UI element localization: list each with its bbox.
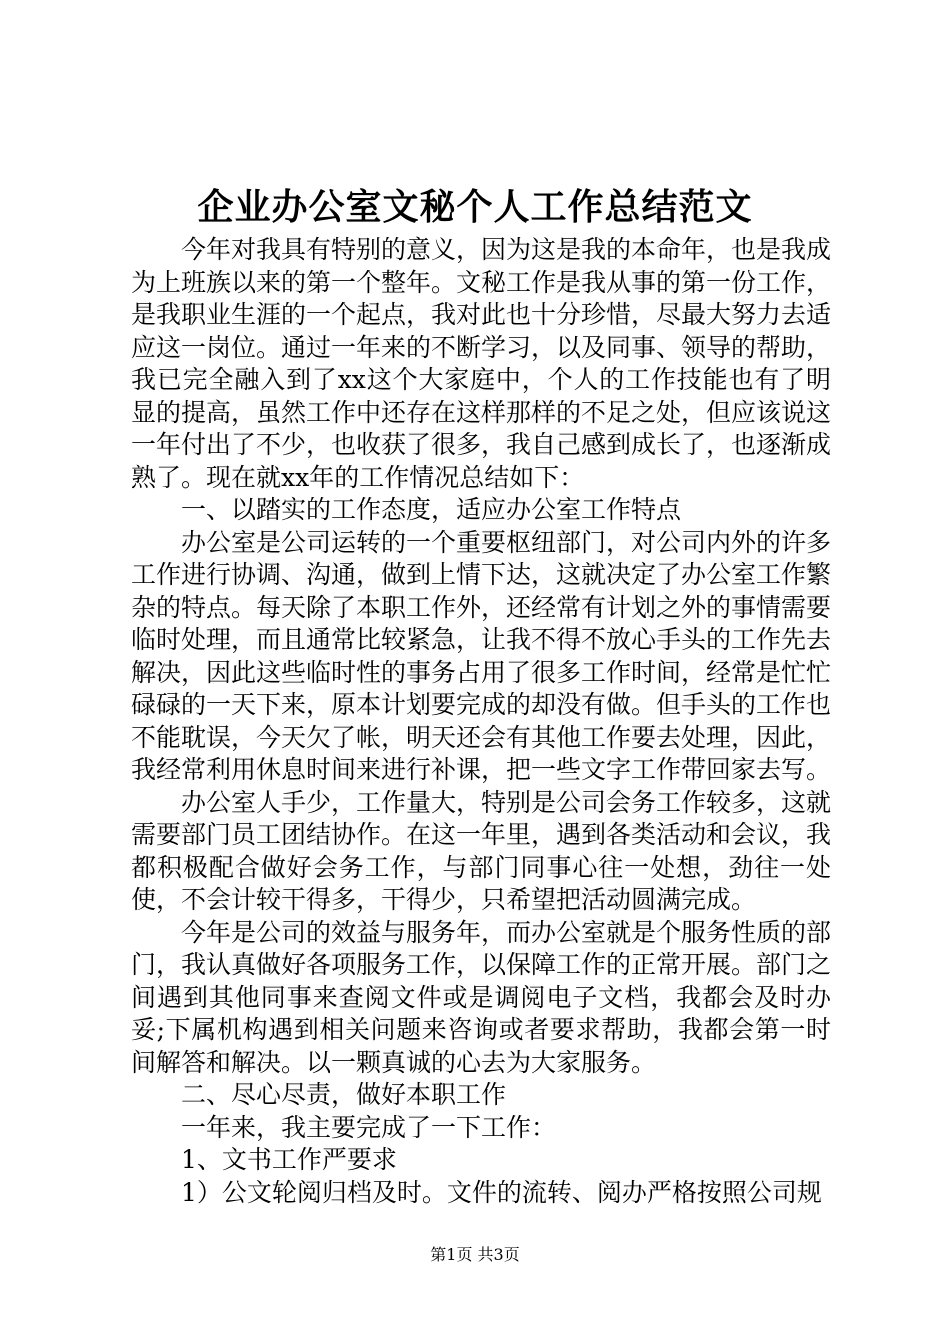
list-item-1: 1）公文轮阅归档及时。文件的流转、阅办严格按照公司规 [181,1177,822,1207]
paragraph-work-intro: 一年来，我主要完成了一下工作： [181,1112,557,1142]
section-heading-2: 二、尽心尽责，做好本职工作 [181,1080,507,1109]
document-body [131,234,831,1209]
paragraph-office-characteristics: 办公室是公司运转的一个重要枢纽部门，对公司内外的许多工作进行协调、沟通，做到上情下达，这就决定了办公室工作繁杂的特点。每天除了本职工作外，还经常有计划之外的事情需要临时处理，而且通常比较紧急，让我不得不放心手头的工作先去解决，因此这些临时性的事务占用了很多工作时间，经常是忙忙碌碌的一天下来，原本计划要完成的却没有做。但手头的工作也不能耽误，今天欠了帐，明天还会有其他工作要去处理，因此，我经常利用休息时间来进行补课，把一些文字工作带回家去写。 [131,527,832,784]
page-number-footer: 第1页 共3页 [430,1245,520,1264]
document-title: 企业办公室文秘个人工作总结范文 [197,186,753,228]
section-heading-1: 一、以踏实的工作态度，适应办公室工作特点 [181,495,682,524]
paragraph-service: 今年是公司的效益与服务年，而办公室就是个服务性质的部门，我认真做好各项服务工作，以保障工作的正常开展。部门之间遇到其他同事来查阅文件或是调阅电子文档，我都会及时办妥;下属机构遇到相关问题来咨询或者要求帮助，我都会第一时间解答和解决。以一颗真诚的心去为大家服务。 [131,917,832,1077]
subheading-1: 1、文书工作严要求 [181,1145,397,1174]
paragraph-intro: 今年对我具有特别的意义，因为这是我的本命年，也是我成为上班族以来的第一个整年。文秘工作是我从事的第一份工作，是我职业生涯的一个起点，我对此也十分珍惜，尽最大努力去适应这一岗位。通过一年来的不断学习，以及同事、领导的帮助，我已完全融入到了xx这个大家庭中，个人的工作技能也有了明显的提高，虽然工作中还存在这样那样的不足之处，但应该说这一年付出了不少，也收获了很多，我自己感到成长了，也逐渐成熟了。现在就xx年的工作情况总结如下： [131,235,832,492]
paragraph-teamwork: 办公室人手少，工作量大，特别是公司会务工作较多，这就需要部门员工团结协作。在这一年里，遇到各类活动和会议，我都积极配合做好会务工作，与部门同事心往一处想，劲往一处使，不会计较干得多，干得少，只希望把活动圆满完成。 [131,787,832,914]
